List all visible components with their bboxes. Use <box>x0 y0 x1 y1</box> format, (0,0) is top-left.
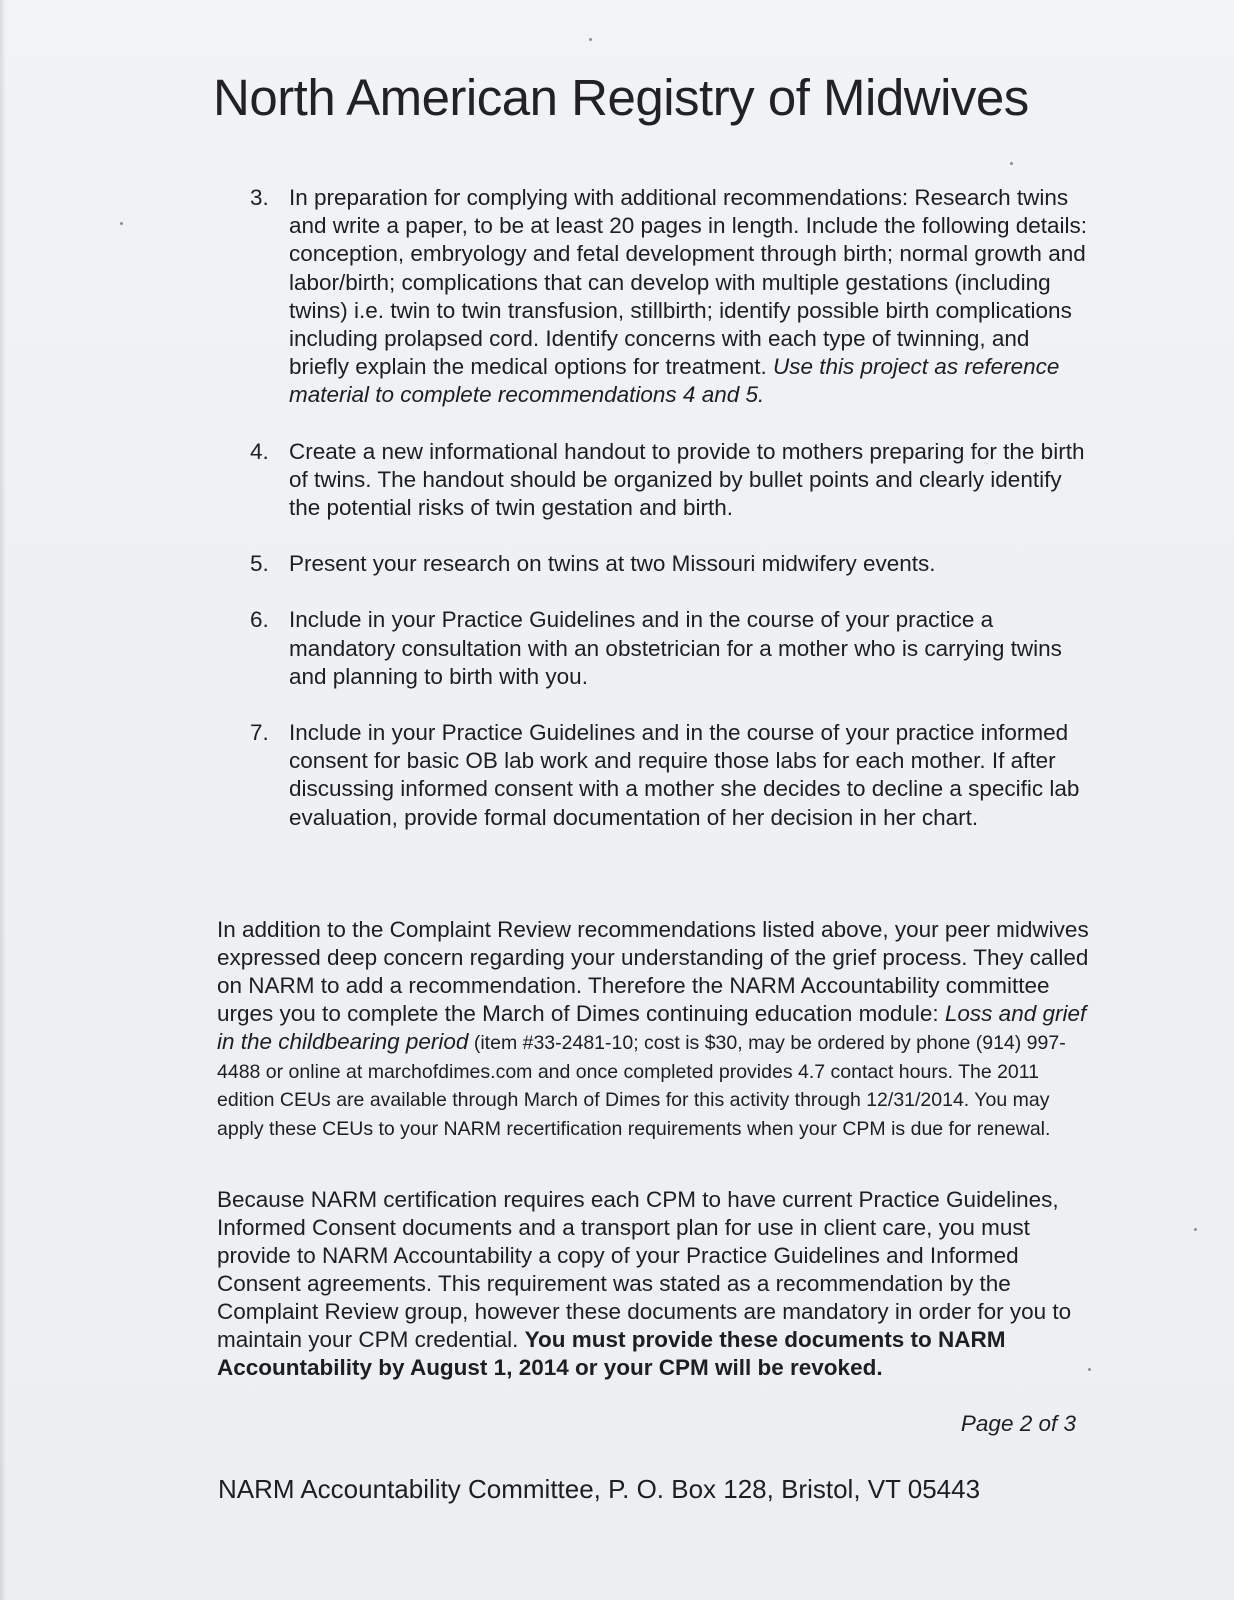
list-item <box>250 719 1090 832</box>
item-number: 4. <box>250 438 269 464</box>
grief-module-paragraph <box>217 916 1097 1142</box>
item-text: Create a new informational handout to provide to mothers preparing for the birth of twins. The handout should be organized by bullet points and clearly identify the potential risks of twin gestation and birth. <box>289 438 1085 521</box>
scan-speck <box>589 38 592 41</box>
item-number: 6. <box>250 607 269 633</box>
recommendation-list <box>250 184 1090 860</box>
paragraph-text: In addition to the Complaint Review recommendations listed above, your peer midwives expressed deep concern regarding your understanding of the grief process. They called on NARM to add a recommendation. Therefore the NARM Accountability committee urges you to complete the March of Dimes continuing education module: <box>217 917 1089 1026</box>
item-text: Include in your Practice Guidelines and in the course of your practice informed consent for basic OB lab work and require those labs for each mother. If after discussing informed consent with a mother she decides to decline a specific lab evaluation, provide formal documentation of her decision in her chart. <box>289 720 1080 830</box>
list-item <box>250 606 1090 691</box>
item-text: Include in your Practice Guidelines and in the course of your practice a mandatory consultation with an obstetrician for a mother who is carrying twins and planning to birth with you. <box>289 607 1062 689</box>
list-item <box>250 184 1090 410</box>
scan-speck <box>1194 1228 1197 1231</box>
item-number: 5. <box>250 551 269 577</box>
scan-edge-shadow <box>0 0 6 1600</box>
document-title: North American Registry of Midwives <box>213 69 1029 126</box>
deadline-warning: You must provide these documents to NARM Accountability by August 1, 2014 or your CPM will be revoked. <box>217 1327 1006 1380</box>
list-item <box>250 438 1090 523</box>
module-details: (item #33-2481-10; cost is $30, may be ordered by phone (914) 997-4488 or online at marchofdimes.com and once completed provides 4.7 contact hours. The 2011 edition CEUs are available through March of Dimes for this activity through 12/31/2014. You may apply these CEUs to your NARM recertification requirements when your CPM is due for renewal. <box>217 1032 1066 1140</box>
item-text: In preparation for complying with additional recommendations: Research twins and write a paper, to be at least 20 pages in length. Include the following details: conception, embryology and fetal development through birth; normal growth and labor/birth; complications that can develop with multiple gestations (including twins) i.e. twin to twin transfusion, stillbirth; identify possible birth complications including prolapsed cord. Identify concerns with each type of twinning, and briefly explain the medical options for treatment. <box>289 185 1088 380</box>
item-number: 3. <box>250 185 269 210</box>
page-number: Page 2 of 3 <box>960 1411 1076 1436</box>
list-item <box>250 550 1090 578</box>
footer-address: NARM Accountability Committee, P. O. Box 128, Bristol, VT 05443 <box>218 1474 981 1504</box>
scan-speck <box>1010 162 1013 165</box>
item-text: Present your research on twins at two Missouri midwifery events. <box>289 551 936 577</box>
item-number: 7. <box>250 720 269 746</box>
item-italic-text: Use this project as reference material to complete recommendations 4 and 5. <box>289 354 1060 408</box>
certification-paragraph <box>217 1186 1097 1382</box>
paragraph-text: Because NARM certification requires each CPM to have current Practice Guidelines, Informed Consent documents and a transport plan for use in client care, you must provide to NARM Accountability a copy of your Practice Guidelines and Informed Consent agreements. This requirement was stated as a recommendation by the Complaint Review group, however these documents are mandatory in order for you to maintain your CPM credential. <box>217 1187 1072 1352</box>
scan-speck <box>120 222 123 225</box>
module-title: Loss and grief in the childbearing period <box>217 1001 1087 1054</box>
